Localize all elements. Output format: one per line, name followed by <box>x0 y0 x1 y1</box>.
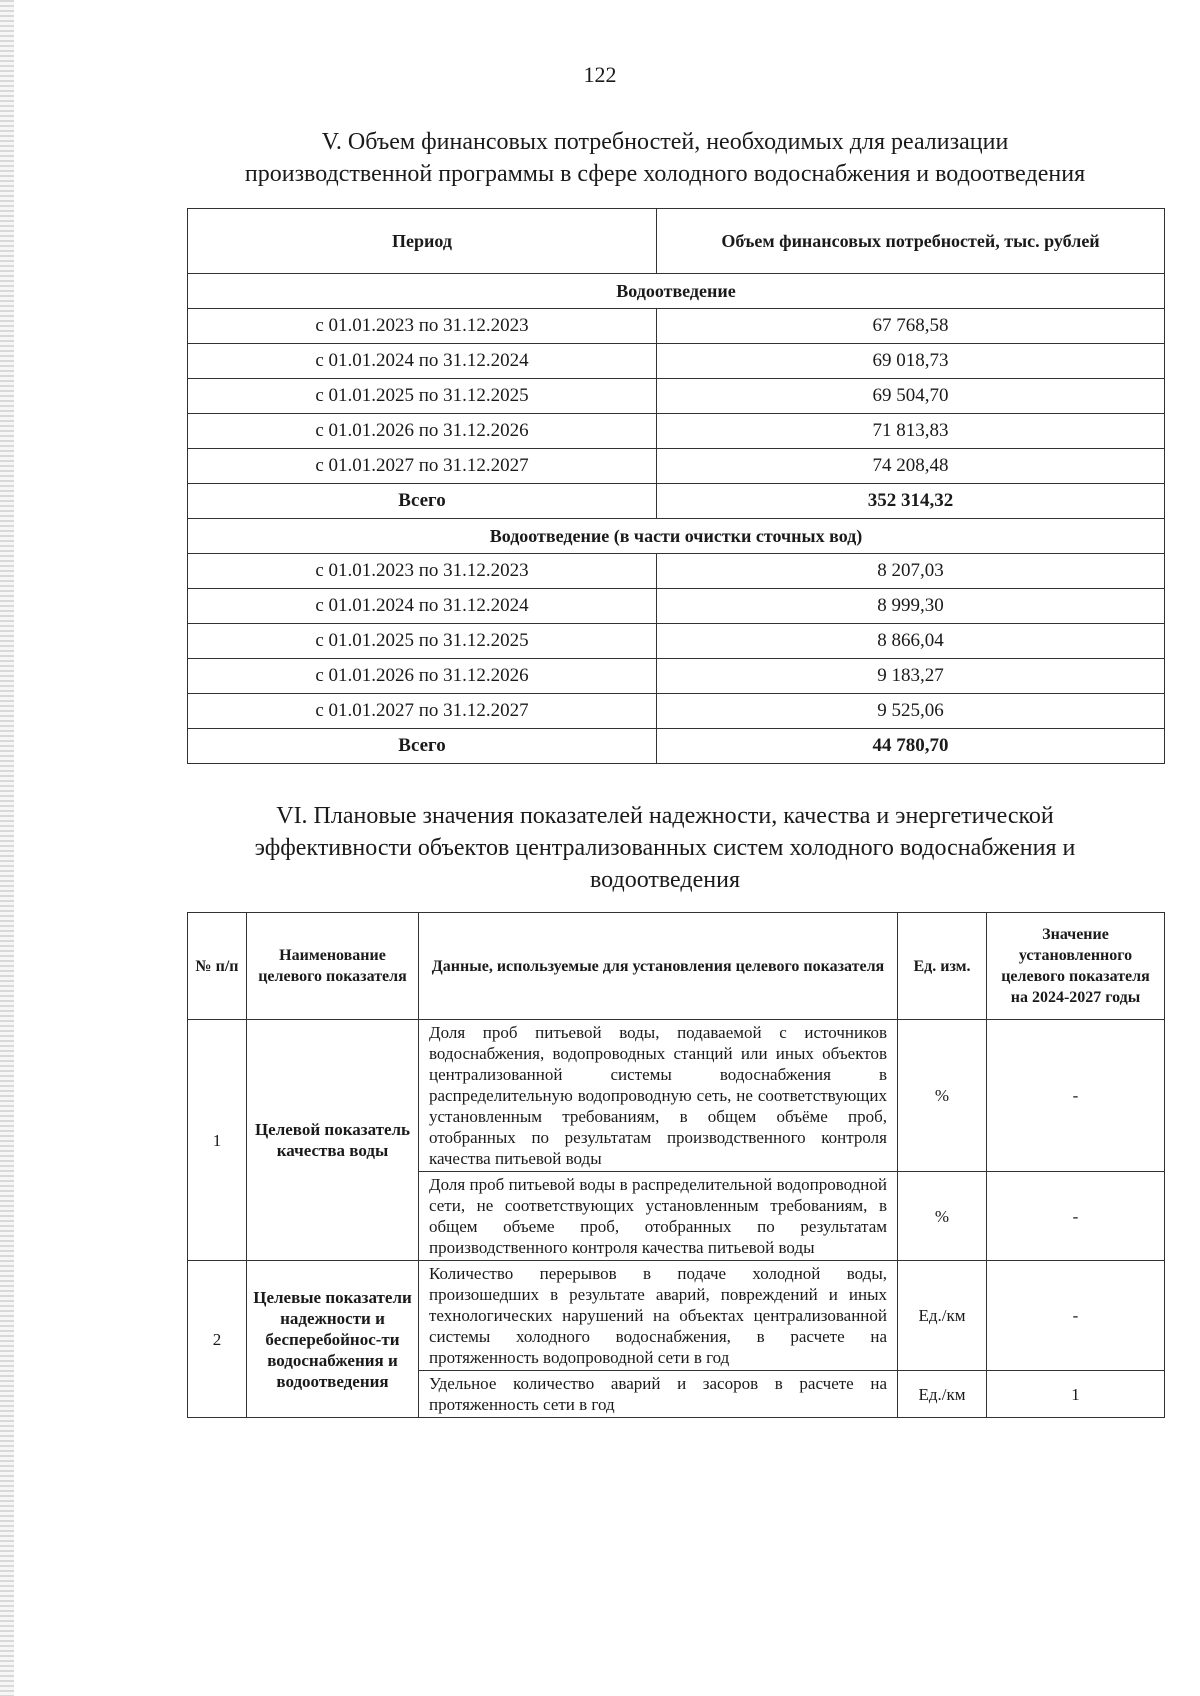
period-cell: с 01.01.2025 по 31.12.2025 <box>188 379 657 414</box>
amount-cell: 9 183,27 <box>657 659 1165 694</box>
group-title: Водоотведение (в части очистки сточных вод) <box>188 519 1165 554</box>
indicator-data: Удельное количество аварий и засоров в расчете на протяженность сети в год <box>419 1371 898 1418</box>
amount-cell: 69 018,73 <box>657 344 1165 379</box>
group-row <box>188 274 1165 309</box>
table-row <box>188 379 1165 414</box>
amount-cell: 67 768,58 <box>657 309 1165 344</box>
column-header-period: Период <box>188 209 657 274</box>
period-cell: с 01.01.2025 по 31.12.2025 <box>188 624 657 659</box>
amount-cell: 74 208,48 <box>657 449 1165 484</box>
total-label: Всего <box>188 484 657 519</box>
indicator-data: Доля проб питьевой воды в распределительной водопроводной сети, не соответствующих установленным требованиям, в общем объеме проб, отобранных по результатам производственного контроля качества питьевой воды <box>419 1172 898 1261</box>
indicator-unit: % <box>898 1020 987 1172</box>
table-row <box>188 624 1165 659</box>
section-vi-title <box>160 800 1170 896</box>
section-v-title <box>160 126 1170 190</box>
indicator-value: 1 <box>987 1371 1165 1418</box>
table-header-row <box>188 913 1165 1020</box>
indicator-unit: % <box>898 1172 987 1261</box>
column-header-data: Данные, используемые для установления целевого показателя <box>419 913 898 1020</box>
amount-cell: 8 866,04 <box>657 624 1165 659</box>
total-row <box>188 729 1165 764</box>
period-cell: с 01.01.2027 по 31.12.2027 <box>188 449 657 484</box>
indicator-name: Целевой показатель качества воды <box>247 1020 419 1261</box>
column-header-unit: Ед. изм. <box>898 913 987 1020</box>
column-header-value: Значение установленного целевого показателя на 2024-2027 годы <box>987 913 1165 1020</box>
total-amount: 352 314,32 <box>657 484 1165 519</box>
indicator-unit: Ед./км <box>898 1371 987 1418</box>
table-row <box>188 344 1165 379</box>
period-cell: с 01.01.2027 по 31.12.2027 <box>188 694 657 729</box>
table-row <box>188 694 1165 729</box>
column-header-name: Наименование целевого показателя <box>247 913 419 1020</box>
table-row <box>188 309 1165 344</box>
row-number: 2 <box>188 1261 247 1418</box>
table-row <box>188 589 1165 624</box>
amount-cell: 69 504,70 <box>657 379 1165 414</box>
period-cell: с 01.01.2023 по 31.12.2023 <box>188 309 657 344</box>
period-cell: с 01.01.2024 по 31.12.2024 <box>188 589 657 624</box>
amount-cell: 9 525,06 <box>657 694 1165 729</box>
indicator-data: Количество перерывов в подаче холодной воды, произошедших в результате аварий, повреждений и иных технологических нарушений на объектах централизованной системы холодного водоснабжения, в расчете на протяженность водопроводной сети в год <box>419 1261 898 1371</box>
table-row <box>188 1020 1165 1172</box>
amount-cell: 8 999,30 <box>657 589 1165 624</box>
period-cell: с 01.01.2024 по 31.12.2024 <box>188 344 657 379</box>
section-vi-title-line: VI. Плановые значения показателей надежности, качества и энергетической <box>276 803 1054 829</box>
section-v-title-line: V. Объем финансовых потребностей, необходимых для реализации <box>321 129 1009 155</box>
table-row <box>188 659 1165 694</box>
period-cell: с 01.01.2026 по 31.12.2026 <box>188 414 657 449</box>
table-row <box>188 449 1165 484</box>
table-row <box>188 414 1165 449</box>
scan-edge <box>0 0 14 1696</box>
section-v-title-line: производственной программы в сфере холодного водоснабжения и водоотведения <box>244 161 1086 187</box>
indicator-value: - <box>987 1261 1165 1371</box>
table-header-row <box>188 209 1165 274</box>
column-header-amount: Объем финансовых потребностей, тыс. рублей <box>657 209 1165 274</box>
period-cell: с 01.01.2026 по 31.12.2026 <box>188 659 657 694</box>
indicator-value: - <box>987 1020 1165 1172</box>
indicator-unit: Ед./км <box>898 1261 987 1371</box>
section-vi-title-line: эффективности объектов централизованных систем холодного водоснабжения и <box>254 835 1076 861</box>
indicator-data: Доля проб питьевой воды, подаваемой с источников водоснабжения, водопроводных станций или иных объектов централизованной системы водоснабжения в распределительную водопроводную сеть, не соответствующих установленным требованиям, в общем объёме проб, отобранных по результатам производственного контроля качества питьевой воды <box>419 1020 898 1172</box>
column-header-number: № п/п <box>188 913 247 1020</box>
group-row <box>188 519 1165 554</box>
amount-cell: 71 813,83 <box>657 414 1165 449</box>
section-vi-title-line: водоотведения <box>590 867 740 893</box>
page-number: 122 <box>583 62 617 87</box>
period-cell: с 01.01.2023 по 31.12.2023 <box>188 554 657 589</box>
target-indicators-table <box>187 912 1165 1418</box>
table-row <box>188 554 1165 589</box>
indicator-value: - <box>987 1172 1165 1261</box>
finance-needs-table <box>187 208 1165 764</box>
indicator-name: Целевые показатели надежности и бесперебойнос-ти водоснабжения и водоотведения <box>247 1261 419 1418</box>
total-amount: 44 780,70 <box>657 729 1165 764</box>
total-row <box>188 484 1165 519</box>
total-label: Всего <box>188 729 657 764</box>
row-number: 1 <box>188 1020 247 1261</box>
group-title: Водоотведение <box>188 274 1165 309</box>
table-row <box>188 1261 1165 1371</box>
amount-cell: 8 207,03 <box>657 554 1165 589</box>
